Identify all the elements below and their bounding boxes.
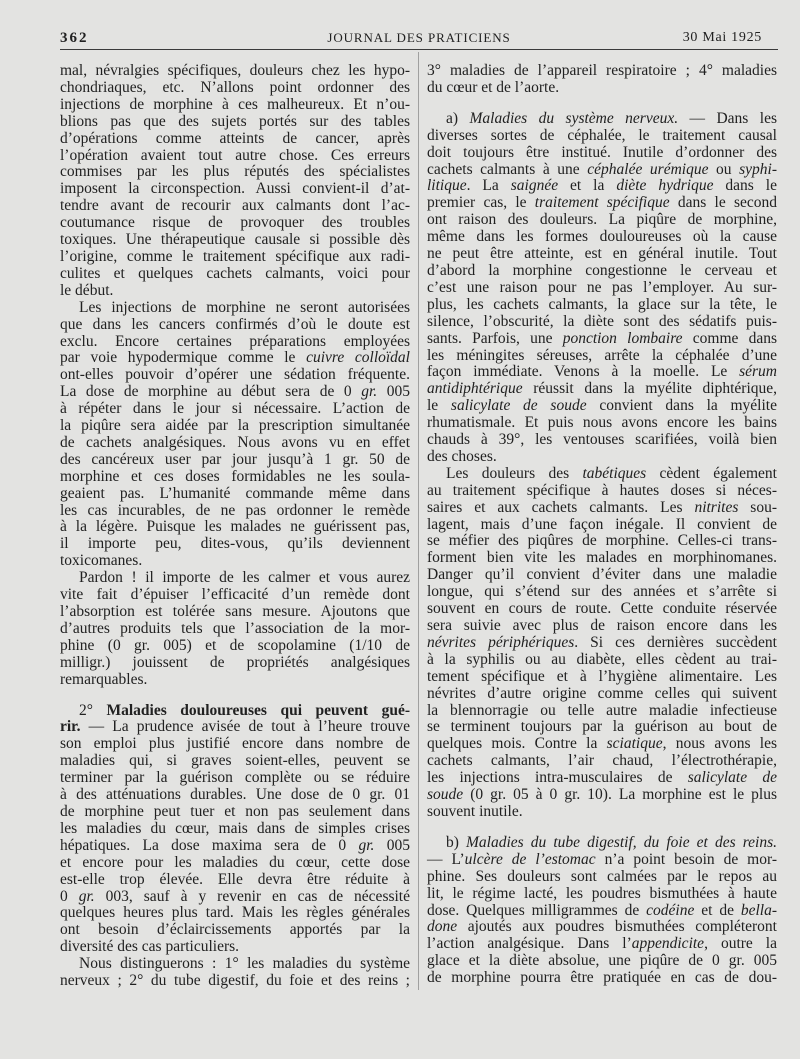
text-span: forment bien vite les malades en morphinomanes. xyxy=(427,549,777,567)
text-span: 003, sauf à y revenir en cas de nécessité xyxy=(94,887,410,905)
italic-text: gr. xyxy=(361,383,378,401)
text-span: est-elle trop élevée. Elle devra être réduite à xyxy=(60,870,410,888)
text-line xyxy=(427,719,777,736)
text-span: hépatiques. La dose maxima sera de 0 xyxy=(60,836,359,854)
italic-text: gr. xyxy=(78,887,95,905)
text-span: ne peut être atteinte, est en général inutile. Tout xyxy=(427,245,777,263)
text-span: convient dans la myélite xyxy=(586,397,777,415)
text-span: la piqûre sera aidée par la prescription simultanée xyxy=(60,417,410,435)
text-line xyxy=(427,280,777,297)
text-span: — L’ xyxy=(427,850,465,868)
text-line xyxy=(427,178,777,195)
text-line xyxy=(427,869,777,886)
text-span: cèdent également xyxy=(646,464,777,482)
text-span: tement spécifique et à l’hygiène alimentaire. Les xyxy=(427,667,777,685)
text-span: c’est une raison pour ne pas l’employer. Au sur- xyxy=(427,278,777,296)
text-span: diversité des cas particuliers. xyxy=(60,938,240,956)
text-span: même dans les formes douloureuses où la cause xyxy=(427,228,777,246)
text-span: ont besoin d’éclaircissements apportés par la xyxy=(60,921,410,939)
text-line xyxy=(427,953,777,970)
text-span: tendre avant de recourir aux calmants dont l’ac- xyxy=(60,197,410,215)
paragraph xyxy=(60,570,410,688)
italic-text: saignée xyxy=(510,177,559,195)
header-rule xyxy=(60,49,778,50)
text-line xyxy=(60,956,410,973)
text-line xyxy=(427,533,777,550)
text-span: chondriaques, etc. N’allons point ordonner des xyxy=(60,78,410,96)
text-line xyxy=(427,212,777,229)
italic-text: done xyxy=(427,918,458,936)
text-line xyxy=(427,635,777,652)
text-span: les injections intra-musculaires de xyxy=(427,769,688,787)
paragraph xyxy=(427,835,777,987)
text-span: à la syphilis ou au diabète, elles cèdent au trai- xyxy=(427,650,777,668)
text-span: l’origine, comme le traitement spécifique aux radi- xyxy=(60,247,410,265)
text-line xyxy=(427,398,777,415)
text-line xyxy=(427,63,777,80)
text-line xyxy=(60,300,410,317)
text-line xyxy=(427,432,777,449)
text-span: 3° maladies de l’appareil respiratoire ; 4° maladies xyxy=(427,62,777,79)
text-line xyxy=(60,736,410,753)
text-span: d’autres produits tels que l’association de la mor- xyxy=(60,619,410,637)
text-line xyxy=(427,246,777,263)
italic-text: ulcère de l’estomac xyxy=(464,850,596,868)
text-span: des choses. xyxy=(427,447,497,465)
text-span: plus, les cachets calmants, la glace sur la tête, le xyxy=(427,295,777,313)
text-span: d’opérations comme atteints de cancer, après xyxy=(60,129,410,147)
text-line xyxy=(427,804,777,821)
text-span: cachets calmants à une xyxy=(427,160,588,178)
text-span: son emploi plus justifié encore dans nombre de xyxy=(60,735,410,753)
text-line xyxy=(427,415,777,432)
text-line xyxy=(427,567,777,584)
text-span: geaient pas. L’humanité commande même dans xyxy=(60,484,410,502)
text-line xyxy=(427,886,777,903)
text-span: silence, l’obscurité, la diète sont des sédatifs puis- xyxy=(427,312,777,330)
text-span: (0 gr. 05 à 0 gr. 10). La morphine est le plus xyxy=(463,786,777,804)
paragraph xyxy=(427,63,777,97)
text-span: ajoutés aux poudres bismuthées compléteront xyxy=(457,918,777,936)
text-span: 2° xyxy=(79,701,107,719)
text-span: imposent la circonspection. Aussi convient-il d’at- xyxy=(60,180,410,198)
text-line xyxy=(427,852,777,869)
text-span: doit toujours être institué. Inutile d’ordonner des xyxy=(427,143,777,161)
text-span: Nous distinguerons : 1° les maladies du système xyxy=(79,955,410,973)
text-line xyxy=(60,638,410,655)
text-line xyxy=(60,503,410,520)
text-span: de morphine peut tuer et non pas seulement dans xyxy=(60,802,410,820)
paragraph xyxy=(60,300,410,571)
text-span: cachets calmants, l’air chaud, l’électrothérapie, xyxy=(427,752,777,770)
text-line xyxy=(60,672,410,689)
text-line xyxy=(60,838,410,855)
text-span: à la légère. Puisque les malades ne guérissent pas, xyxy=(60,518,410,536)
text-span: diverses sortes de céphalée, le traitement causal xyxy=(427,126,777,144)
italic-text: céphalée urémique xyxy=(587,160,709,178)
text-span: rhumatismale. Et puis nous avons encore les bains xyxy=(427,414,777,432)
text-span: par voie hypodermique comme le xyxy=(60,349,307,367)
italic-text: Maladies du système nerveux. xyxy=(469,109,679,127)
text-line xyxy=(60,215,410,232)
italic-text: nitrites xyxy=(694,498,739,516)
italic-text: syphi- xyxy=(739,160,778,178)
text-span: mal, névralgies spécifiques, douleurs chez les hypo- xyxy=(60,62,410,79)
text-line xyxy=(60,604,410,621)
text-span: 005 xyxy=(374,836,410,854)
text-line xyxy=(427,80,777,97)
text-span: et de xyxy=(694,901,741,919)
text-line xyxy=(60,536,410,553)
text-span: glace et la diète absolue, une piqûre de 0 gr. 005 xyxy=(427,952,777,970)
text-line xyxy=(427,111,777,128)
text-span: se méfier des piqûres de morphine. Celles-ci trans- xyxy=(427,532,777,550)
text-line xyxy=(60,334,410,351)
italic-text: litique xyxy=(427,177,467,195)
text-line xyxy=(60,973,410,990)
italic-text: soude xyxy=(427,786,464,804)
text-span: lit, le régime lacté, les poudres bismuthées à haute xyxy=(427,884,777,902)
italic-text: gr. xyxy=(358,836,375,854)
text-column-left xyxy=(60,63,410,990)
paragraph xyxy=(60,956,410,990)
paragraph xyxy=(427,466,777,821)
text-span: l’absorption est tolérée sans mesure. Ajoutons que xyxy=(60,603,410,620)
italic-text: salicylate de xyxy=(687,769,777,787)
text-line xyxy=(60,452,410,469)
text-line xyxy=(427,770,777,787)
italic-text: tabétiques xyxy=(582,464,647,482)
text-span: exclu. Encore certaines préparations employées xyxy=(60,332,410,350)
text-span: comme dans xyxy=(682,329,778,347)
text-span: Danger qu’il convient d’éviter dans une maladie xyxy=(427,566,777,584)
text-span: à répéter dans le jour si nécessaire. L’action de xyxy=(60,400,410,418)
page-number: 362 xyxy=(60,30,89,46)
text-span: premier cas, le xyxy=(427,194,535,212)
text-line xyxy=(60,719,410,736)
text-span: vite fait d’épuiser l’efficacité d’un remède dont xyxy=(60,586,410,604)
text-span: le début. xyxy=(60,281,114,299)
text-span: au traitement spécifique à hautes doses si néces- xyxy=(427,481,777,499)
text-span: ou xyxy=(708,160,740,178)
text-span: le xyxy=(427,397,451,415)
text-span: quelques mois. Contre la xyxy=(427,735,607,753)
text-span: nerveux ; 2° du tube digestif, du foie et des reins ; xyxy=(60,972,410,990)
text-span: commises par les plus réputés des spécialistes xyxy=(60,163,410,181)
italic-text: Maladies du tube digestif, du foie et des reins. xyxy=(466,833,777,851)
text-line xyxy=(427,128,777,145)
text-line xyxy=(427,500,777,517)
text-line xyxy=(427,652,777,669)
text-span: morphine et ces doses formidables ne les soula- xyxy=(60,467,410,485)
text-line xyxy=(60,80,410,97)
text-span: les maladies du cœur, mais dans de simples crises xyxy=(60,819,410,837)
italic-text: névrites périphériques xyxy=(427,633,575,651)
text-span: , nous avons les xyxy=(662,735,777,753)
text-line xyxy=(60,266,410,283)
text-line xyxy=(427,787,777,804)
text-line xyxy=(60,753,410,770)
text-span: l’action analgésique. Dans l’ xyxy=(427,935,632,953)
text-line xyxy=(427,903,777,920)
text-line xyxy=(60,63,410,80)
text-line xyxy=(427,162,777,179)
text-line xyxy=(427,331,777,348)
text-line xyxy=(60,922,410,939)
text-span: et encore pour les maladies du cœur, cette dose xyxy=(60,853,410,871)
text-line xyxy=(60,553,410,570)
text-span: a) xyxy=(446,109,470,127)
text-line xyxy=(60,486,410,503)
text-line xyxy=(427,229,777,246)
text-span: phine. Ses douleurs sont calmées par le repos au xyxy=(427,867,777,885)
text-line xyxy=(427,297,777,314)
bold-text: Maladies douloureuses qui peuvent gué- xyxy=(106,701,410,719)
text-span: Les injections de morphine ne seront autorisées xyxy=(79,298,410,316)
text-line xyxy=(60,570,410,587)
text-span: l’opération avaient tout autre chose. Ces erreurs xyxy=(60,146,410,164)
text-span: façon immédiate. Venons à la moelle. Le xyxy=(427,363,740,381)
text-line xyxy=(60,787,410,804)
italic-text: appendicite xyxy=(631,935,705,953)
text-line xyxy=(60,317,410,334)
text-span: névrites d’autre origine comme celles qui suivent xyxy=(427,684,777,702)
text-span: d’abord la morphine congestionne le cerveau et xyxy=(427,261,777,279)
text-line xyxy=(427,195,777,212)
text-line xyxy=(60,939,410,956)
text-span: il importe peu, dites-vous, qu’ils deviennent xyxy=(60,535,410,553)
text-line xyxy=(427,970,777,987)
text-span: saires et aux cachets calmants. Les xyxy=(427,498,695,516)
text-line xyxy=(60,804,410,821)
text-span: culites et quelques cachets calmants, voici pour xyxy=(60,264,410,282)
text-span: que dans les cancers confirmés d’où le doute est xyxy=(60,315,410,333)
text-line xyxy=(60,283,410,300)
text-line xyxy=(60,435,410,452)
text-span: n’a point besoin de mor- xyxy=(595,850,777,868)
text-span: à des atténuations durables. Une dose de 0 gr. 01 xyxy=(60,786,410,804)
text-line xyxy=(427,703,777,720)
text-span: La dose de morphine au début sera de 0 xyxy=(60,383,362,401)
text-span: — Dans les xyxy=(678,109,777,127)
text-span: terminer par la guérison complète ou se réduire xyxy=(60,769,410,787)
italic-text: codéine xyxy=(646,901,695,919)
text-line xyxy=(60,855,410,872)
text-line xyxy=(60,131,410,148)
text-span: b) xyxy=(446,833,467,851)
text-column-right xyxy=(427,63,777,987)
text-line xyxy=(427,601,777,618)
text-line xyxy=(60,249,410,266)
text-line xyxy=(60,889,410,906)
text-span: 005 xyxy=(377,383,410,401)
text-span: dans le second xyxy=(669,194,777,212)
italic-text: cuivre colloïdal xyxy=(306,349,410,367)
text-line xyxy=(60,181,410,198)
text-line xyxy=(60,519,410,536)
text-span: et la xyxy=(558,177,617,195)
text-span: les cas incurables, de ne pas ordonner le remède xyxy=(60,501,410,519)
text-span: ont raison des douleurs. La piqûre de morphine, xyxy=(427,211,777,229)
text-span: Les douleurs des xyxy=(446,464,583,482)
text-span: réussit dans la myélite diphtérique, xyxy=(522,380,777,398)
text-span: , outre la xyxy=(704,935,777,953)
text-span: la blennorragie ou telle autre maladie infectieuse xyxy=(427,701,777,719)
text-line xyxy=(427,753,777,770)
text-line xyxy=(427,919,777,936)
text-span: quelques heures plus tard. Mais les règles générales xyxy=(60,904,410,922)
text-span: du cœur et de l’aorte. xyxy=(427,78,560,96)
text-line xyxy=(60,164,410,181)
text-line xyxy=(427,669,777,686)
text-span: longue, qui s’étend sur des années et s’arrête si xyxy=(427,583,777,601)
text-line xyxy=(427,736,777,753)
text-span: chauds à 39°, les ventouses scarifiées, voilà bien xyxy=(427,431,777,449)
text-span: . Si ces dernières succèdent xyxy=(574,633,777,651)
text-line xyxy=(427,517,777,534)
text-line xyxy=(427,364,777,381)
running-header xyxy=(60,29,778,47)
text-line xyxy=(427,618,777,635)
text-line xyxy=(427,483,777,500)
text-span: maladies qui, si graves soient-elles, peuvent se xyxy=(60,752,410,770)
text-line xyxy=(427,263,777,280)
italic-text: diète hydrique xyxy=(616,177,714,195)
text-span: dans le xyxy=(713,177,777,195)
text-span: remarquables. xyxy=(60,670,148,688)
text-line xyxy=(60,655,410,672)
text-line xyxy=(427,314,777,331)
text-line xyxy=(60,148,410,165)
italic-text: sérum xyxy=(739,363,777,381)
text-line xyxy=(427,449,777,466)
text-line xyxy=(60,350,410,367)
text-span: les méningites séreuses, arrête la céphalée d’une xyxy=(427,346,777,364)
text-span: sants. Parfois, une xyxy=(427,329,563,347)
text-span: de morphine pourra être pratiquée en cas de dou- xyxy=(427,969,777,987)
text-line xyxy=(60,872,410,889)
text-span: lagent, mais d’une façon inégale. Il convient de xyxy=(427,515,777,533)
text-line xyxy=(427,550,777,567)
text-line xyxy=(427,381,777,398)
text-line xyxy=(60,198,410,215)
paragraph xyxy=(60,63,410,300)
text-line xyxy=(60,384,410,401)
text-line xyxy=(60,621,410,638)
text-span: toxicomanes. xyxy=(60,552,143,570)
text-line xyxy=(60,821,410,838)
text-line xyxy=(427,466,777,483)
text-span: ont-elles pouvoir d’opérer une sédation fréquente. xyxy=(60,366,410,384)
text-line xyxy=(427,145,777,162)
text-span: souvent en cours de route. Cette conduite réservée xyxy=(427,600,777,618)
text-line xyxy=(60,905,410,922)
text-span: de cachets analgésiques. Nous avons vu en effet xyxy=(60,433,410,451)
text-span: milligr.) jouissent de propriétés analgésiques xyxy=(60,653,410,671)
bold-text: rir. xyxy=(60,718,81,736)
text-span: souvent inutile. xyxy=(427,802,523,820)
text-span: phine (0 gr. 005) et de scopolamine (1/10 de xyxy=(60,636,410,654)
text-line xyxy=(427,835,777,852)
journal-title: JOURNAL DES PRATICIENS xyxy=(327,30,511,45)
italic-text: bella- xyxy=(740,901,777,919)
text-line xyxy=(60,367,410,384)
text-line xyxy=(427,686,777,703)
text-line xyxy=(60,232,410,249)
text-line xyxy=(427,348,777,365)
text-span: 0 xyxy=(60,887,79,905)
text-span: injections de morphine à ces malheureux. Et n’ou- xyxy=(60,95,410,113)
italic-text: antidiphtérique xyxy=(427,380,523,398)
text-span: blions pas que des sujets portés sur des tables xyxy=(60,112,410,130)
paragraph xyxy=(427,111,777,466)
text-line xyxy=(60,114,410,131)
text-span: dose. Quelques milligrammes de xyxy=(427,901,647,919)
text-line xyxy=(427,584,777,601)
issue-date: 30 Mai 1925 xyxy=(682,30,762,45)
text-span: Pardon ! il importe de les calmer et vous aurez xyxy=(79,569,410,587)
text-line xyxy=(60,401,410,418)
italic-text: sciatique xyxy=(606,735,663,753)
text-line xyxy=(60,469,410,486)
text-line xyxy=(60,97,410,114)
text-span: coutumance risque de provoquer des troubles xyxy=(60,214,410,232)
text-line xyxy=(60,418,410,435)
column-rule xyxy=(418,52,419,990)
text-span: — La prudence avisée de tout à l’heure trouve xyxy=(80,718,410,736)
text-line xyxy=(427,936,777,953)
text-line xyxy=(60,703,410,720)
text-span: sou- xyxy=(738,498,777,516)
text-span: se terminent toujours par la guérison au bout de xyxy=(427,718,777,736)
text-span: . La xyxy=(466,177,511,195)
paragraph xyxy=(60,703,410,957)
text-line xyxy=(60,587,410,604)
text-line xyxy=(60,770,410,787)
italic-text: traitement spécifique xyxy=(534,194,670,212)
italic-text: salicylate de soude xyxy=(450,397,587,415)
text-span: des cancéreux user par jour jusqu’à 1 gr. 50 de xyxy=(60,450,410,468)
italic-text: ponction lombaire xyxy=(562,329,683,347)
text-span: sera suivie avec plus de raison encore dans les xyxy=(427,617,777,634)
text-span: toxiques. Une thérapeutique causale si possible dès xyxy=(60,231,410,249)
